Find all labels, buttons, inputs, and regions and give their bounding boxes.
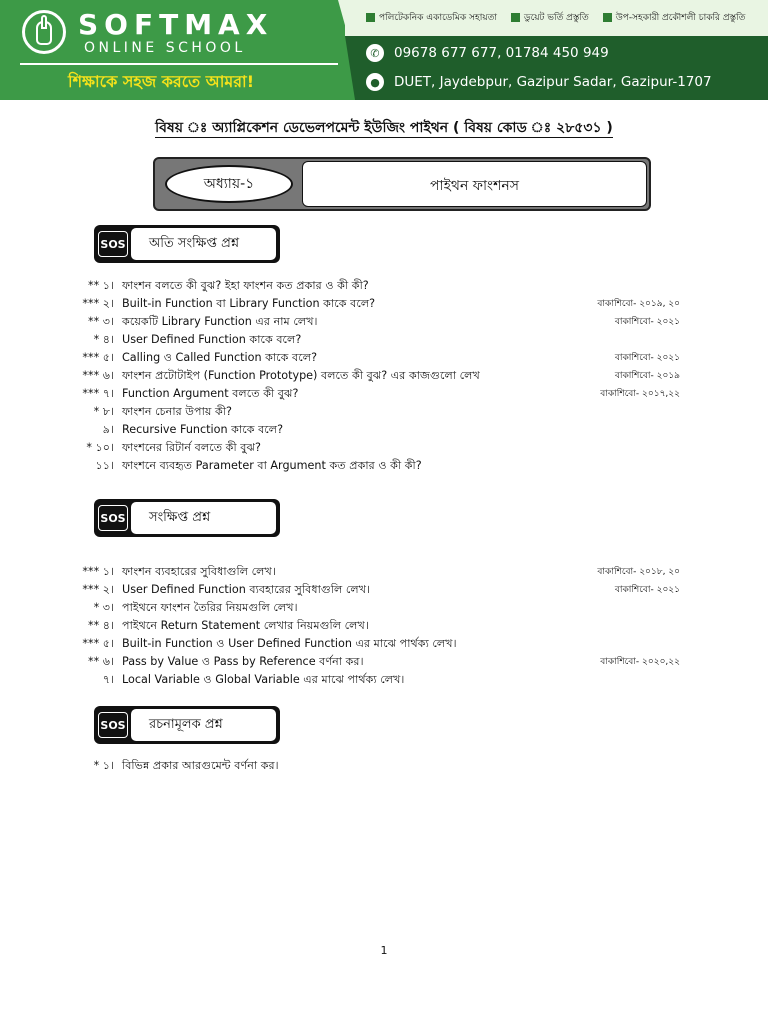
subject-title: বিষয় ঃ অ্যাপ্লিকেশন ডেভেলপমেন্ট ইউজিং পাইথন ( বিষয় কোড ঃ ২৮৫৩১ ) [155,120,613,136]
header-bevel-dark [345,36,355,100]
question-item: *** ১। ফাংশন ব্যবহারের সুবিধাগুলি লেখ। বাকাশিবো- ২০১৮, ২০ [82,565,680,578]
service-chip: উপ-সহকারী প্রকৌশলী চাকরি প্রস্তুতি [603,10,746,25]
sos-badge: SOS [98,505,128,531]
sos-badge: SOS [98,712,128,738]
location-pin-icon: ● [366,73,384,91]
section-label-creative [94,706,280,744]
square-bullet-icon [366,13,375,22]
question-item: ** ৪। পাইথনে Return Statement লেখার নিয়মগুলি লেখ। [87,619,369,632]
service-chip: ডুয়েট ভর্তি প্রস্তুতি [511,10,589,25]
question-item: *** ৫। Calling ও Called Function কাকে বলে? বাকাশিবো- ২০২১ [82,351,680,364]
question-item: *** ২। Built-in Function বা Library Function কাকে বলে? বাকাশিবো- ২০১৯, ২০ [82,297,680,310]
brand-tagline: শিক্ষাকে সহজ করতে আমরা! [68,72,254,91]
brand-subtitle: ONLINE SCHOOL [84,40,246,56]
question-list-short [60,563,700,689]
section-title: অতি সংক্ষিপ্ত প্রশ্ন [131,228,276,260]
square-bullet-icon [511,13,520,22]
service-chips [366,10,745,25]
brand-divider [20,63,338,65]
question-item: *** ৫। Built-in Function ও User Defined Function এর মাঝে পার্থক্য লেখ। [82,637,457,650]
sos-badge: SOS [98,231,128,257]
chapter-banner [153,157,651,211]
section-title: রচনামূলক প্রশ্ন [131,709,276,741]
question-item: *** ৬। ফাংশন প্রটোটাইপ (Function Prototype) বলতে কী বুঝ? এর কাজগুলো লেখ বাকাশিবো- ২০১৯ [82,369,680,382]
question-item: * ৪। User Defined Function কাকে বলে? [93,333,302,346]
chapter-number: অধ্যায়-১ [165,165,293,203]
question-list-creative [60,757,700,775]
hand-pointer-logo-icon [22,10,66,54]
question-item: ৯। Recursive Function কাকে বলে? [102,423,284,436]
school-header [0,0,768,100]
question-item: ১১। ফাংশনে ব্যবহৃত Parameter বা Argument কত প্রকার ও কী কী? [95,459,422,472]
square-bullet-icon [603,13,612,22]
chapter-title: পাইথন ফাংশনস [302,161,647,207]
question-item: *** ৭। Function Argument বলতে কী বুঝ? বাকাশিবো- ২০১৭,২২ [82,387,680,400]
phone-icon: ✆ [366,44,384,62]
question-item: * ১। বিভিন্ন প্রকার আরগুমেন্ট বর্ণনা কর। [93,759,279,772]
page-number: 1 [380,944,388,957]
question-item: ৭। Local Variable ও Global Variable এর মাঝে পার্থক্য লেখ। [102,673,405,686]
question-item: ** ১। ফাংশন বলতে কী বুঝ? ইহা ফাংশন কত প্রকার ও কী কী? [87,279,369,292]
address-text: DUET, Jaydebpur, Gazipur Sadar, Gazipur-1707 [394,74,712,90]
section-label-short [94,499,280,537]
brand-title: SOFTMAX [78,8,274,41]
question-item: * ৩। পাইথনে ফাংশন তৈরির নিয়মগুলি লেখ। [93,601,298,614]
question-item: * ১০। ফাংশনের রিটার্ন বলতে কী বুঝ? [86,441,261,454]
phone-numbers: 09678 677 677, 01784 450 949 [394,45,609,61]
subject-line [0,116,768,140]
question-item: ** ৬। Pass by Value ও Pass by Reference বর্ণনা কর। বাকাশিবো- ২০২০,২২ [87,655,680,668]
service-chip: পলিটেকনিক একাডেমিক সহায়তা [366,10,497,25]
question-item: * ৮। ফাংশন চেনার উপায় কী? [93,405,232,418]
section-label-very-short [94,225,280,263]
section-title: সংক্ষিপ্ত প্রশ্ন [131,502,276,534]
contact-address [366,73,712,91]
contact-phone [366,44,609,62]
question-item: ** ৩। কয়েকটি Library Function এর নাম লেখ। বাকাশিবো- ২০২১ [87,315,680,328]
question-item: *** ২। User Defined Function ব্যবহারের সুবিধাগুলি লেখ। বাকাশিবো- ২০২১ [82,583,680,596]
question-list-very-short [60,277,700,475]
